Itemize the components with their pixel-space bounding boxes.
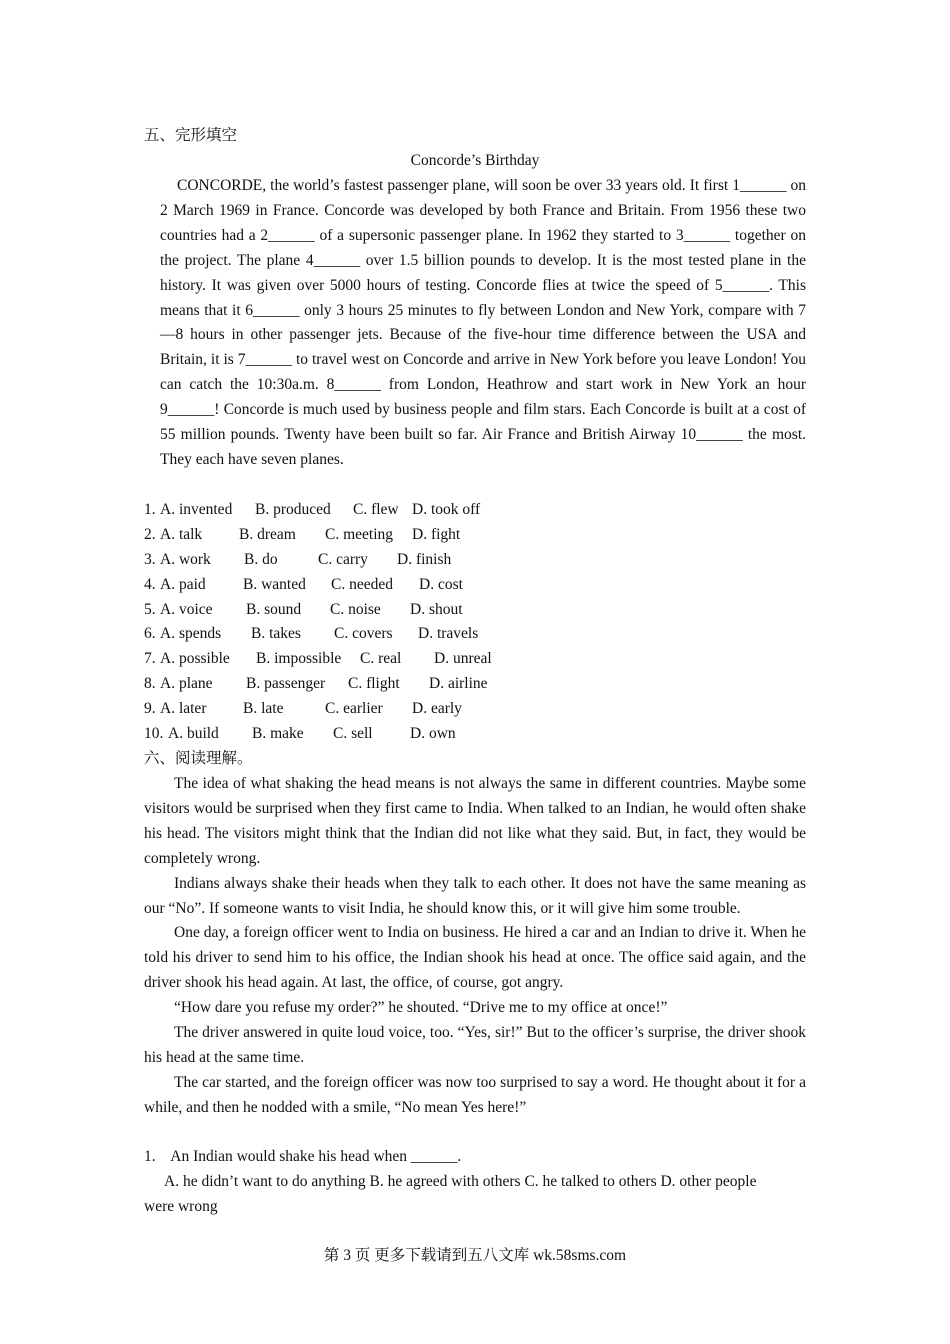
option-a: A. invented	[160, 501, 233, 518]
question-choices-tail: were wrong	[144, 1197, 218, 1215]
option-b: B. late	[243, 700, 284, 718]
cloze-passage-text: CONCORDE, the world’s fastest passenger plane, will soon be over 33 years old. It first 1______ on 2 March 1969 in France. Concorde was developed by both France and Britain. From 1956 these two countries had a 2______ of a supersonic passenger plane. In 1962 they started to 3______ together on the project. The plane 4______ over 1.5 billion pounds to develop. It is the most tested plane in the history. It was given over 5000 hours of testing. Concorde flies at twice the speed of 5______. This means that it 6______ only 3 hours 25 minutes to fly between London and New York, compare with 7—8 hours in other passenger jets. Because of the five-hour time difference between the USA and Britain, it is 7______ to travel west on Concorde and arrive in New York before you leave London! You can catch the 10:30a.m. 8______ from London, Heathrow and start work in New York an hour 9______! Concorde is much used by business people and film stars. Each Concorde is built at a cost of 55 million pounds. Twenty have been built so far. Air France and British Airway 10______ the most. They each have seven planes.	[160, 177, 806, 468]
question-text: An Indian would shake his head when ______.	[170, 1148, 462, 1165]
option-c: C. earlier	[325, 700, 383, 718]
option-b: B. impossible	[256, 650, 342, 668]
reading-question-1	[144, 1145, 806, 1220]
passage-title: Concorde’s Birthday	[410, 152, 540, 169]
reading-paragraph: The driver answered in quite loud voice, too. “Yes, sir!” But to the officer’s surprise, the driver shook his head at the same time.	[144, 1024, 806, 1066]
reading-section-heading: 六、阅读理解。	[144, 750, 253, 767]
question-choices	[144, 1170, 806, 1220]
option-number: 3.	[144, 550, 156, 568]
option-row	[144, 598, 644, 623]
option-d: D. own	[410, 725, 456, 743]
reading-paragraph: The idea of what shaking the head means is not always the same in different countries. Maybe some visitors would be surprised when they first came to India. When talked to an Indian, he would often shake his head. The visitors might think that the Indian did not like what they said. But, in fact, they would be completely wrong.	[144, 775, 806, 867]
reading-paragraph: One day, a foreign officer went to India on business. He hired a car and an Indian to drive it. When he told his driver to send him to his office, the Indian shook his head at once. The office said again, and the driver shook his head again. At last, the office, of course, got angry.	[144, 924, 806, 992]
option-c: C. sell	[333, 725, 373, 743]
option-c: C. noise	[330, 600, 381, 618]
option-row	[144, 647, 644, 672]
question-number: 1.	[144, 1148, 156, 1165]
option-row	[144, 498, 644, 523]
option-c: C. carry	[318, 550, 368, 568]
option-c: C. needed	[331, 575, 393, 593]
option-d: D. fight	[412, 525, 461, 543]
option-b: B. takes	[251, 625, 301, 643]
option-c: C. real	[360, 650, 402, 668]
option-number: 1.	[144, 501, 156, 518]
reading-paragraph: The car started, and the foreign officer was now too surprised to say a word. He thought about it for a while, and then he nodded with a smile, “No mean Yes here!”	[144, 1073, 806, 1116]
option-b: B. produced	[255, 501, 331, 518]
option-a: A. plane	[160, 675, 213, 693]
cloze-options	[144, 498, 644, 747]
option-b: B. passenger	[246, 675, 326, 693]
option-b: B. wanted	[243, 575, 306, 593]
option-c: C. meeting	[325, 525, 394, 543]
option-b: B. do	[244, 550, 278, 568]
option-a: A. later	[160, 700, 207, 718]
option-d: D. travels	[418, 625, 479, 643]
reading-passage	[144, 772, 806, 1121]
option-b: B. dream	[239, 525, 296, 543]
cloze-passage	[160, 174, 806, 473]
option-number: 4.	[144, 575, 156, 593]
option-row	[144, 622, 644, 647]
option-b: B. make	[252, 725, 304, 743]
option-number: 6.	[144, 625, 156, 643]
option-a: A. paid	[160, 575, 206, 593]
option-a: A. work	[160, 550, 211, 568]
option-row	[144, 523, 644, 548]
option-d: D. shout	[410, 600, 463, 618]
option-number: 9.	[144, 700, 156, 718]
option-c: C. covers	[334, 625, 393, 643]
option-row	[144, 672, 644, 697]
option-number: 5.	[144, 600, 156, 618]
option-number: 7.	[144, 650, 156, 668]
option-row	[144, 697, 644, 722]
option-a: A. voice	[160, 600, 213, 618]
option-row	[144, 722, 644, 747]
option-d: D. cost	[419, 575, 463, 593]
reading-paragraph: Indians always shake their heads when they talk to each other. It does not have the same meaning as our “No”. If someone wants to visit India, he should know this, or it will give him some trouble.	[144, 874, 806, 917]
option-a: A. spends	[160, 625, 222, 643]
option-d: D. airline	[429, 675, 488, 693]
option-d: D. unreal	[434, 650, 492, 668]
option-number: 8.	[144, 675, 156, 693]
option-a: A. build	[168, 725, 219, 743]
option-d: D. finish	[397, 550, 452, 568]
option-c: C. flight	[348, 675, 400, 693]
option-c: C. flew	[353, 501, 399, 518]
option-number: 10.	[144, 725, 164, 743]
question-choices-text: A. he didn’t want to do anything B. he agreed with others C. he talked to others D. other people	[164, 1172, 757, 1190]
reading-paragraph: “How dare you refuse my order?” he shouted. “Drive me to my office at once!”	[174, 999, 668, 1017]
option-b: B. sound	[246, 600, 302, 618]
option-d: D. early	[412, 700, 462, 718]
option-row	[144, 573, 644, 598]
option-number: 2.	[144, 525, 156, 543]
option-a: A. possible	[160, 650, 230, 668]
option-d: D. took off	[412, 501, 481, 518]
option-row	[144, 548, 644, 573]
page-footer: 第 3 页 更多下载请到五八文库 wk.58sms.com	[323, 1247, 627, 1264]
cloze-section-heading: 五、完形填空	[144, 127, 238, 144]
question-stem	[144, 1145, 806, 1170]
option-a: A. talk	[160, 525, 203, 543]
